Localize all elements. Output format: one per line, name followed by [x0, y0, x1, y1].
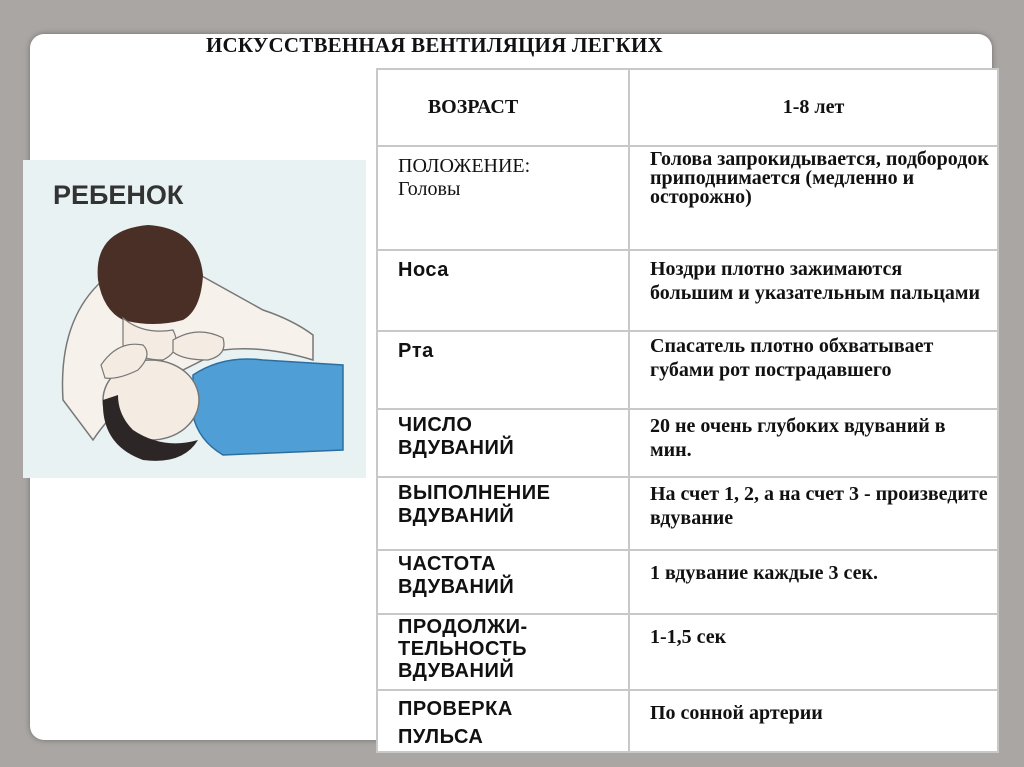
header-age: ВОЗРАСТ: [427, 96, 519, 118]
row-label: ПРОВЕРКА: [398, 698, 513, 720]
table-row: [377, 146, 998, 250]
table-row: [377, 250, 998, 331]
row-value: 1-1,5 сек: [650, 626, 727, 648]
row-label-sub: ВДУВАНИЙ: [398, 576, 515, 598]
row-value: На счет 1, 2, а на счет 3 - произведите вдувание: [650, 483, 988, 529]
table-header-row: [377, 69, 998, 146]
row-label: ЧИСЛО: [398, 414, 473, 436]
row-value: По сонной артерии: [650, 702, 823, 724]
table-row: [377, 477, 998, 550]
row-label-sub: Головы: [398, 178, 461, 200]
row-value: Ноздри плотно зажимаются большим и указательным пальцами: [650, 258, 980, 304]
row-value: Спасатель плотно обхватывает губами рот пострадавшего: [650, 335, 934, 381]
illustration-label: РЕБЕНОК: [53, 180, 184, 210]
row-label: ПОЛОЖЕНИЕ:: [398, 155, 531, 177]
row-label-sub: ВДУВАНИЙ: [398, 505, 515, 527]
row-label-sub: ПУЛЬСА: [398, 726, 484, 748]
row-value: 20 не очень глубоких вдуваний в мин.: [650, 415, 946, 461]
row-label: Рта: [398, 340, 434, 362]
child-illustration: [23, 160, 366, 478]
table-row: [377, 690, 998, 752]
table-row: [377, 614, 998, 690]
row-label-sub: ВДУВАНИЙ: [398, 437, 515, 459]
row-label: ЧАСТОТА: [398, 553, 497, 575]
table-row: [377, 331, 998, 409]
ventilation-table: [376, 68, 999, 751]
header-age-range: 1-8 лет: [782, 96, 845, 118]
slide-title: ИСКУССТВЕННАЯ ВЕНТИЛЯЦИЯ ЛЕГКИХ: [206, 33, 663, 57]
row-label: ПРОДОЛЖИ-: [398, 616, 528, 638]
row-label-sub2: ВДУВАНИЙ: [398, 660, 515, 682]
row-label-sub: ТЕЛЬНОСТЬ: [398, 638, 528, 660]
table-row: [377, 409, 998, 477]
row-label: Носа: [398, 259, 449, 281]
row-label: ВЫПОЛНЕНИЕ: [398, 482, 551, 504]
row-value: Голова запрокидывается, подбородок приподнимается (медленно и осторожно): [650, 148, 989, 208]
row-value: 1 вдувание каждые 3 сек.: [650, 562, 878, 584]
table-row: [377, 550, 998, 614]
